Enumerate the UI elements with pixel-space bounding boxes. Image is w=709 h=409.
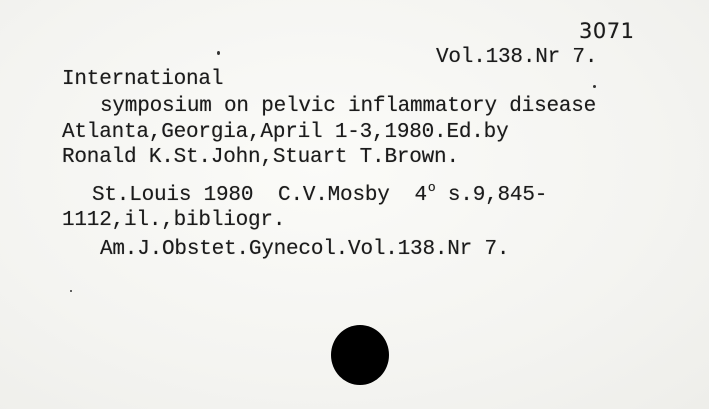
accession-number: 3071 <box>579 19 635 43</box>
title-line-3: Ronald K.St.John,Stuart T.Brown. <box>62 146 459 169</box>
title-line-1: symposium on pelvic inflammatory disease <box>100 95 597 118</box>
imprint-format-superscript: o <box>427 180 436 195</box>
imprint-line-2: 1112,il.,bibliogr. <box>62 209 286 232</box>
shelf-reference: Vol.138.Nr 7. <box>436 46 598 69</box>
imprint-line-1 <box>92 180 548 209</box>
ink-speck <box>593 85 596 88</box>
main-heading: International <box>62 68 224 91</box>
ink-speck <box>217 51 220 55</box>
imprint-format: 4 <box>414 184 427 207</box>
punch-hole <box>331 325 389 385</box>
imprint-place-year: St.Louis 1980 <box>92 184 254 207</box>
ink-speck <box>70 290 72 292</box>
title-line-2: Atlanta,Georgia,April 1-3,1980.Ed.by <box>62 121 509 144</box>
series-note: Am.J.Obstet.Gynecol.Vol.138.Nr 7. <box>100 238 510 261</box>
imprint-publisher: C.V.Mosby <box>278 184 390 207</box>
imprint-pages-start: s.9,845- <box>447 184 548 207</box>
